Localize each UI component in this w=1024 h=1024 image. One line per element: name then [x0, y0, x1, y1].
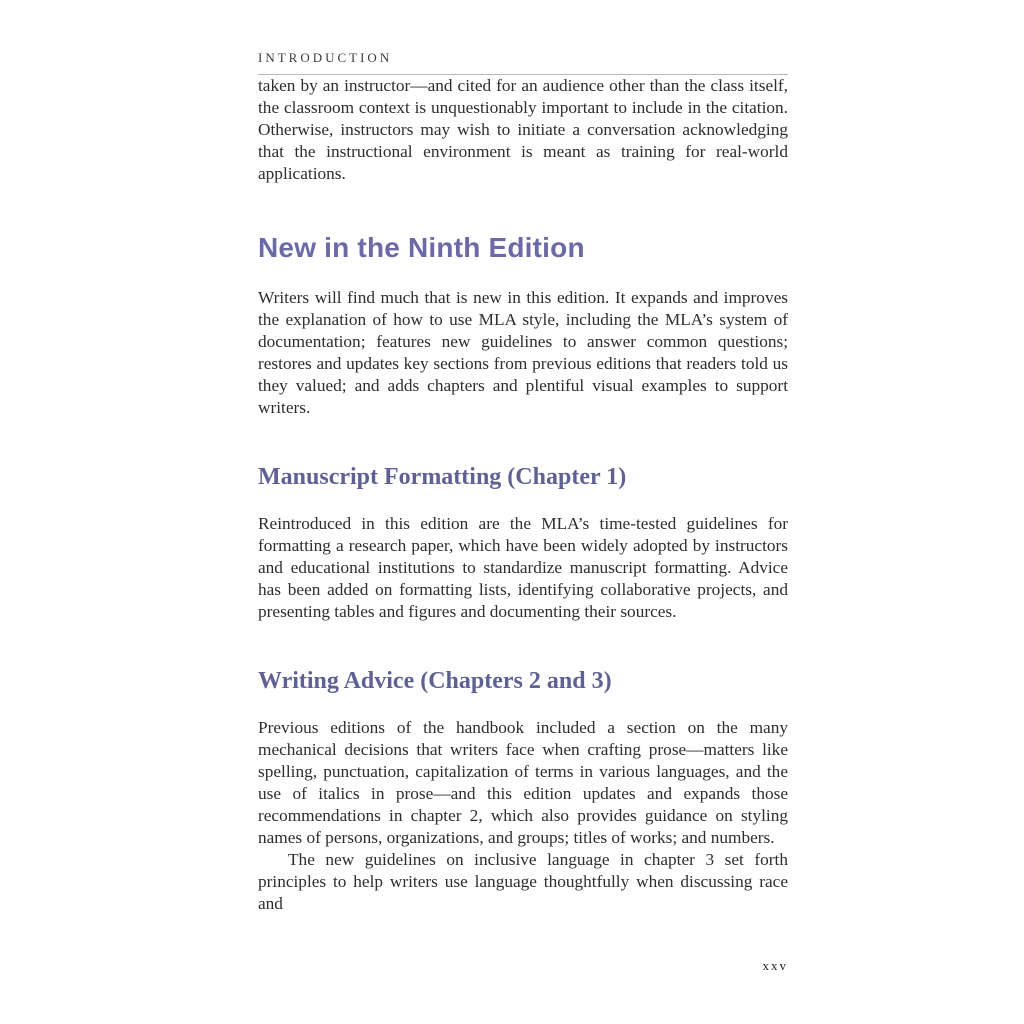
- section-paragraph: The new guidelines on inclusive language in chapter 3 set forth principles to help writers use language thoughtfully when discussing race and: [258, 850, 788, 913]
- running-head: INTRODUCTION: [258, 50, 788, 75]
- section-heading-new-in-ninth-edition: New in the Ninth Edition: [258, 232, 585, 263]
- section-paragraph: Previous editions of the handbook included a section on the many mechanical decisions that writers face when crafting prose—matters like spelling, punctuation, capitalization of terms in various languages, and the use of italics in prose—and this edition updates and expands those recommendations in chapter 2, which also provides guidance on styling names of persons, organizations, and groups; titles of works; and numbers.: [258, 718, 788, 847]
- page-number: xxv: [762, 958, 788, 973]
- section-paragraph: Reintroduced in this edition are the MLA’s time-tested guidelines for formatting a research paper, which have been widely adopted by instructors and educational institutions to standardize manuscript formatting. Advice has been added on formatting lists, identifying collaborative projects, and presenting tables and figures and documenting their sources.: [258, 514, 788, 621]
- text-column: [258, 50, 788, 915]
- section-heading-manuscript-formatting: Manuscript Formatting (Chapter 1): [258, 464, 627, 490]
- section-heading-writing-advice: Writing Advice (Chapters 2 and 3): [258, 668, 612, 694]
- opening-paragraph: taken by an instructor—and cited for an audience other than the class itself, the classroom context is unquestionably important to include in the citation. Otherwise, instructors may wish to initiate a conversation acknowledging that the instructional environment is meant as training for real-world applications.: [258, 76, 788, 183]
- section-paragraph: Writers will find much that is new in this edition. It expands and improves the explanation of how to use MLA style, including the MLA’s system of documentation; features new guidelines to answer common questions; restores and updates key sections from previous editions that readers told us they valued; and adds chapters and plentiful visual examples to support writers.: [258, 288, 788, 417]
